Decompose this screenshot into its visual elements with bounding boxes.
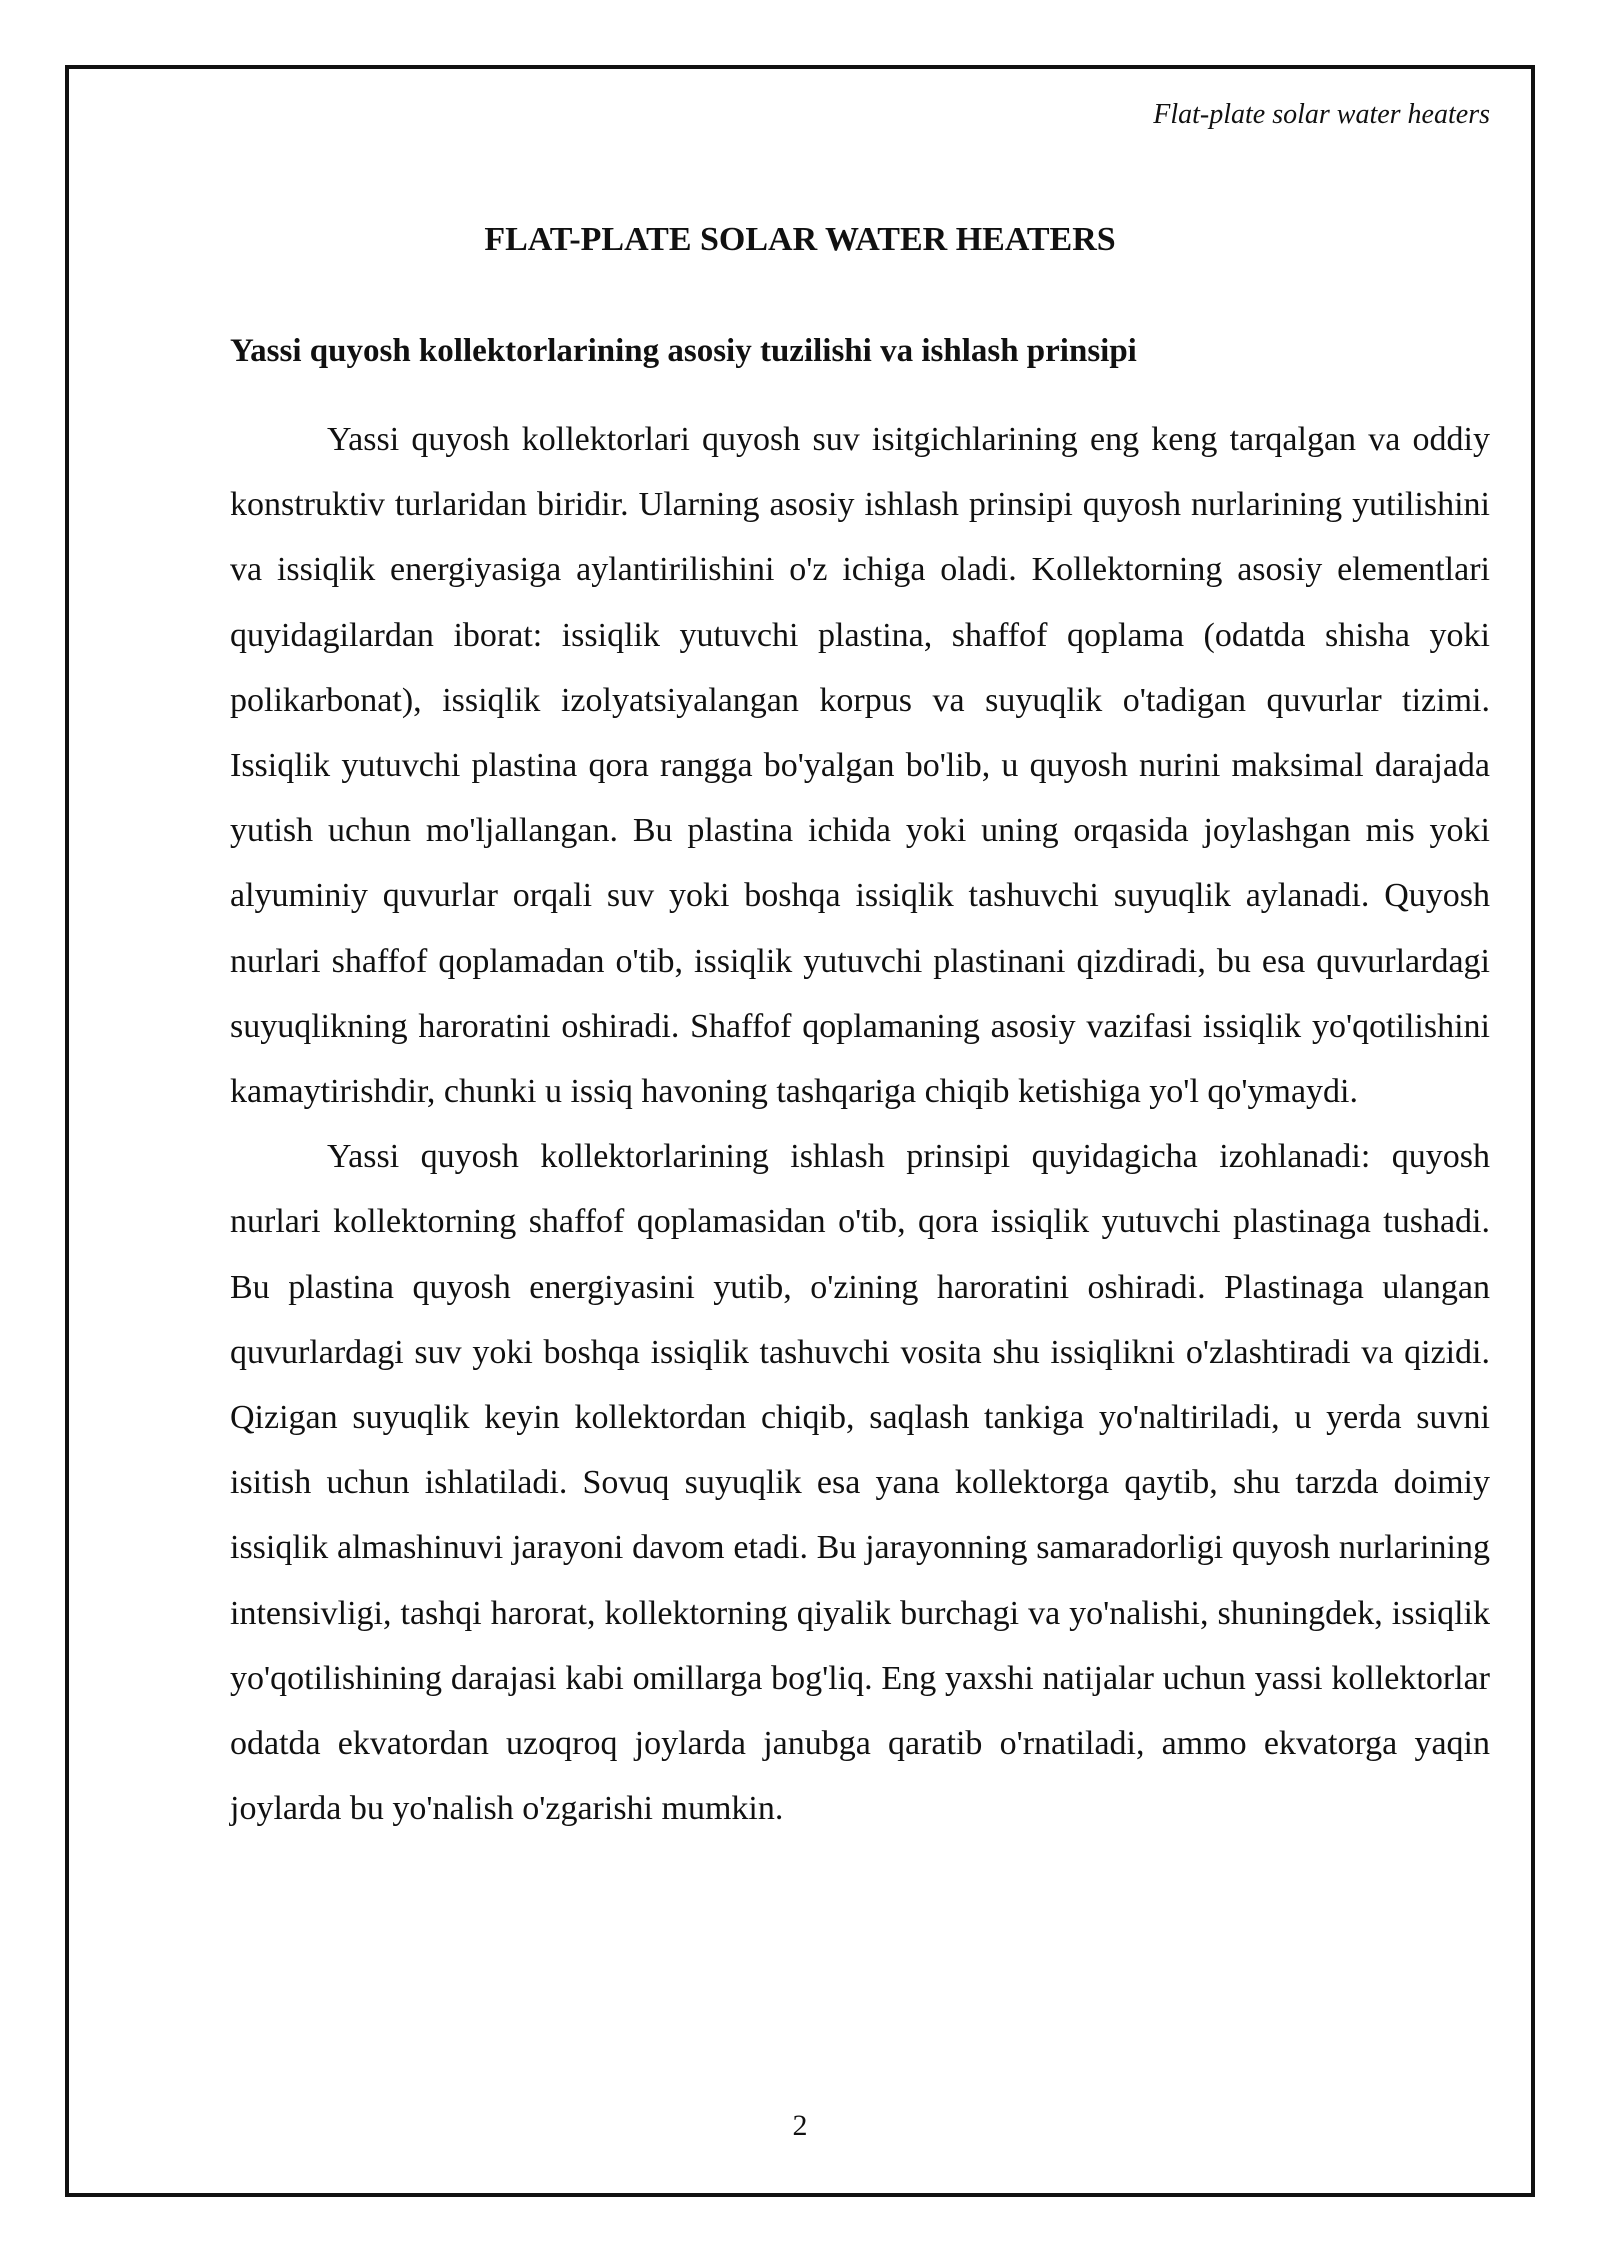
document-title: FLAT-PLATE SOLAR WATER HEATERS [484,221,1116,258]
section-heading: Yassi quyosh kollektorlarining asosiy tuzilishi va ishlash prinsipi [230,333,1137,369]
paragraph: Yassi quyosh kollektorlarining ishlash prinsipi quyidagicha izohlanadi: quyosh nurlari kollektorning shaffof qoplamasidan o'tib, qora issiqlik yutuvchi plastinaga tushadi. Bu plastina quyosh energiyasini yutib, o'zining haroratini oshiradi. Plastinaga ulangan quvurlardagi suv yoki boshqa issiqlik tashuvchi vosita shu issiqlikni o'zlashtiradi va qizidi. Qizigan suyuqlik keyin kollektordan chiqib, saqlash tankiga yo'naltiriladi, u yerda suvni isitish uchun ishlatiladi. Sovuq suyuqlik esa yana kollektorga qaytib, shu tarzda doimiy issiqlik almashinuvi jarayoni davom etadi. Bu jarayonning samaradorligi quyosh nurlarining intensivligi, tashqi harorat, kollektorning qiyalik burchagi va yo'nalishi, shuningdek, issiqlik yo'qotilishining darajasi kabi omillarga bog'liq. Eng yaxshi natijalar uchun yassi kollektorlar odatda ekvatordan uzoqroq joylarda janubga qaratib o'rnatiladi, ammo ekvatorga yaqin joylarda bu yo'nalish o'zgarishi mumkin. [230,1138,1490,1828]
body-text [230,407,1490,1841]
paragraph: Yassi quyosh kollektorlari quyosh suv isitgichlarining eng keng tarqalgan va oddiy konstruktiv turlaridan biridir. Ularning asosiy ishlash prinsipi quyosh nurlarining yutilishini va issiqlik energiyasiga aylantirilishini o'z ichiga oladi. Kollektorning asosiy elementlari quyidagilardan iborat: issiqlik yutuvchi plastina, shaffof qoplama (odatda shisha yoki polikarbonat), issiqlik izolyatsiyalangan korpus va suyuqlik o'tadigan quvurlar tizimi. Issiqlik yutuvchi plastina qora rangga bo'yalgan bo'lib, u quyosh nurini maksimal darajada yutish uchun mo'ljallangan. Bu plastina ichida yoki uning orqasida joylashgan mis yoki alyuminiy quvurlar orqali suv yoki boshqa issiqlik tashuvchi suyuqlik aylanadi. Quyosh nurlari shaffof qoplamadan o'tib, issiqlik yutuvchi plastinani qizdiradi, bu esa quvurlardagi suyuqlikning haroratini oshiradi. Shaffof qoplamaning asosiy vazifasi issiqlik yo'qotilishini kamaytirishdir, chunki u issiq havoning tashqariga chiqib ketishiga yo'l qo'ymaydi. [230,421,1490,1111]
running-header: Flat-plate solar water heaters [1153,99,1490,130]
page-number: 2 [792,2109,808,2142]
